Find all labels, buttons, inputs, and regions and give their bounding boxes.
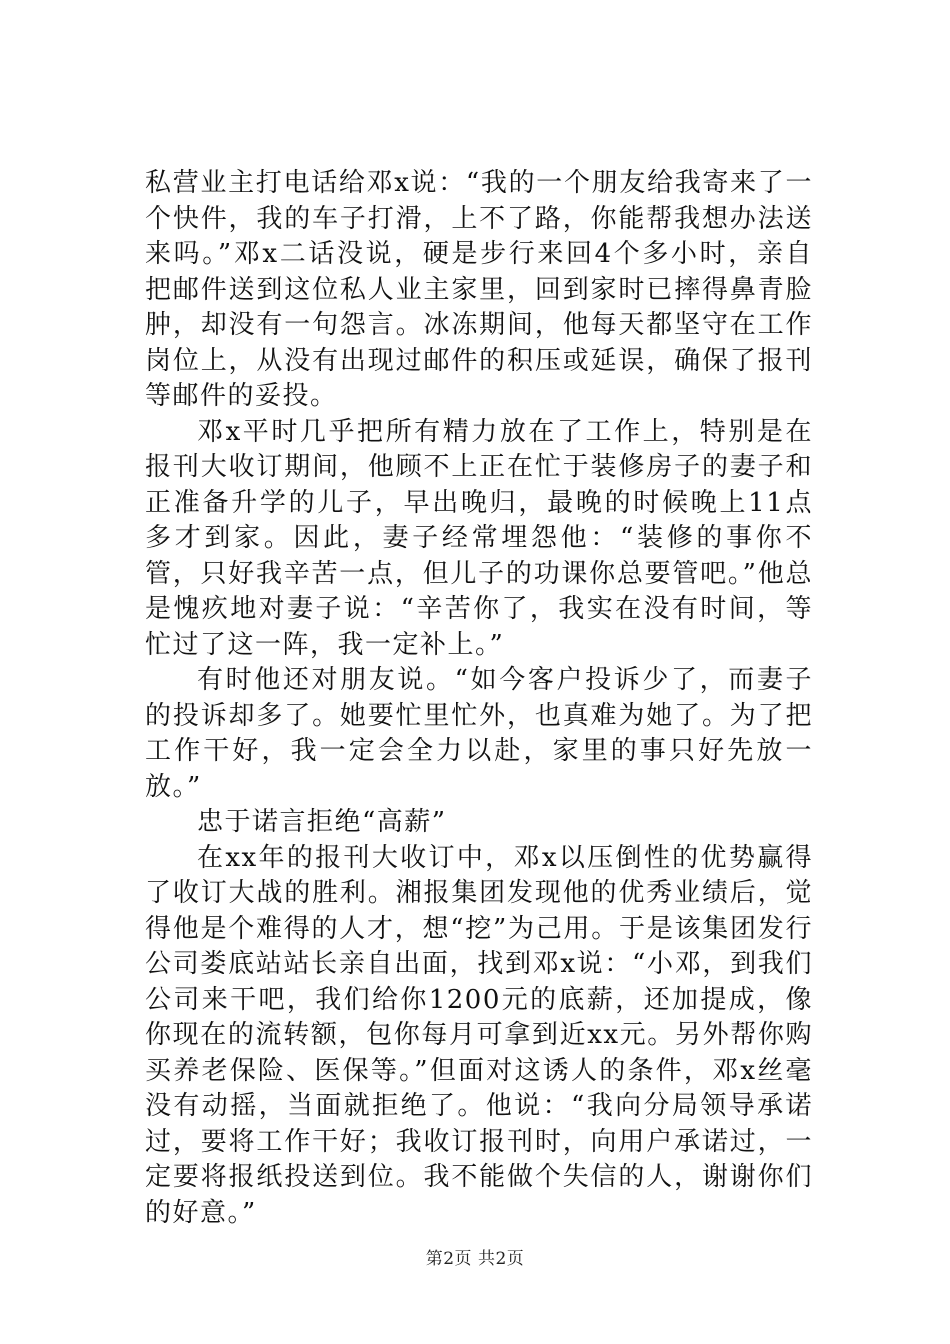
- document-body: [145, 166, 813, 1231]
- paragraph-5: 在xx年的报刊大收订中，邓x以压倒性的优势赢得了收订大战的胜利。湘报集团发现他的优秀业绩后，觉得他是个难得的人才，想“挖”为己用。于是该集团发行公司娄底站站长亲自出面，找到邓x说：“小邓，到我们公司来干吧，我们给你1200元的底薪，还加提成，像你现在的流转额，包你每月可拿到近xx元。另外帮你购买养老保险、医保等。”但面对这诱人的条件，邓x丝毫没有动摇，当面就拒绝了。他说：“我向分局领导承诺过，要将工作干好；我收订报刊时，向用户承诺过，一定要将报纸投送到位。我不能做个失信的人，谢谢你们的好意。”: [145, 842, 813, 1228]
- paragraph-3: 有时他还对朋友说。“如今客户投诉少了，而妻子的投诉却多了。她要忙里忙外，也真难为她了。为了把工作干好，我一定会全力以赴，家里的事只好先放一放。”: [145, 665, 813, 802]
- paragraph-2: 邓x平时几乎把所有精力放在了工作上，特别是在报刊大收订期间，他顾不上正在忙于装修房子的妻子和正准备升学的儿子，早出晚归，最晚的时候晚上11点多才到家。因此，妻子经常埋怨他：“装修的事你不管，只好我辛苦一点，但儿子的功课你总要管吧。”他总是愧疚地对妻子说：“辛苦你了，我实在没有时间，等忙过了这一阵，我一定补上。”: [145, 416, 813, 660]
- paragraph-1: 私营业主打电话给邓x说：“我的一个朋友给我寄来了一个快件，我的车子打滑，上不了路，你能帮我想办法送来吗。”邓x二话没说，硬是步行来回4个多小时，亲自把邮件送到这位私人业主家里，回到家时已摔得鼻青脸肿，却没有一句怨言。冰冻期间，他每天都坚守在工作岗位上，从没有出现过邮件的积压或延误，确保了报刊等邮件的妥投。: [145, 168, 813, 411]
- section-heading: 忠于诺言拒绝“高薪”: [197, 807, 447, 837]
- page-number-footer: 第2页 共2页: [425, 1249, 525, 1269]
